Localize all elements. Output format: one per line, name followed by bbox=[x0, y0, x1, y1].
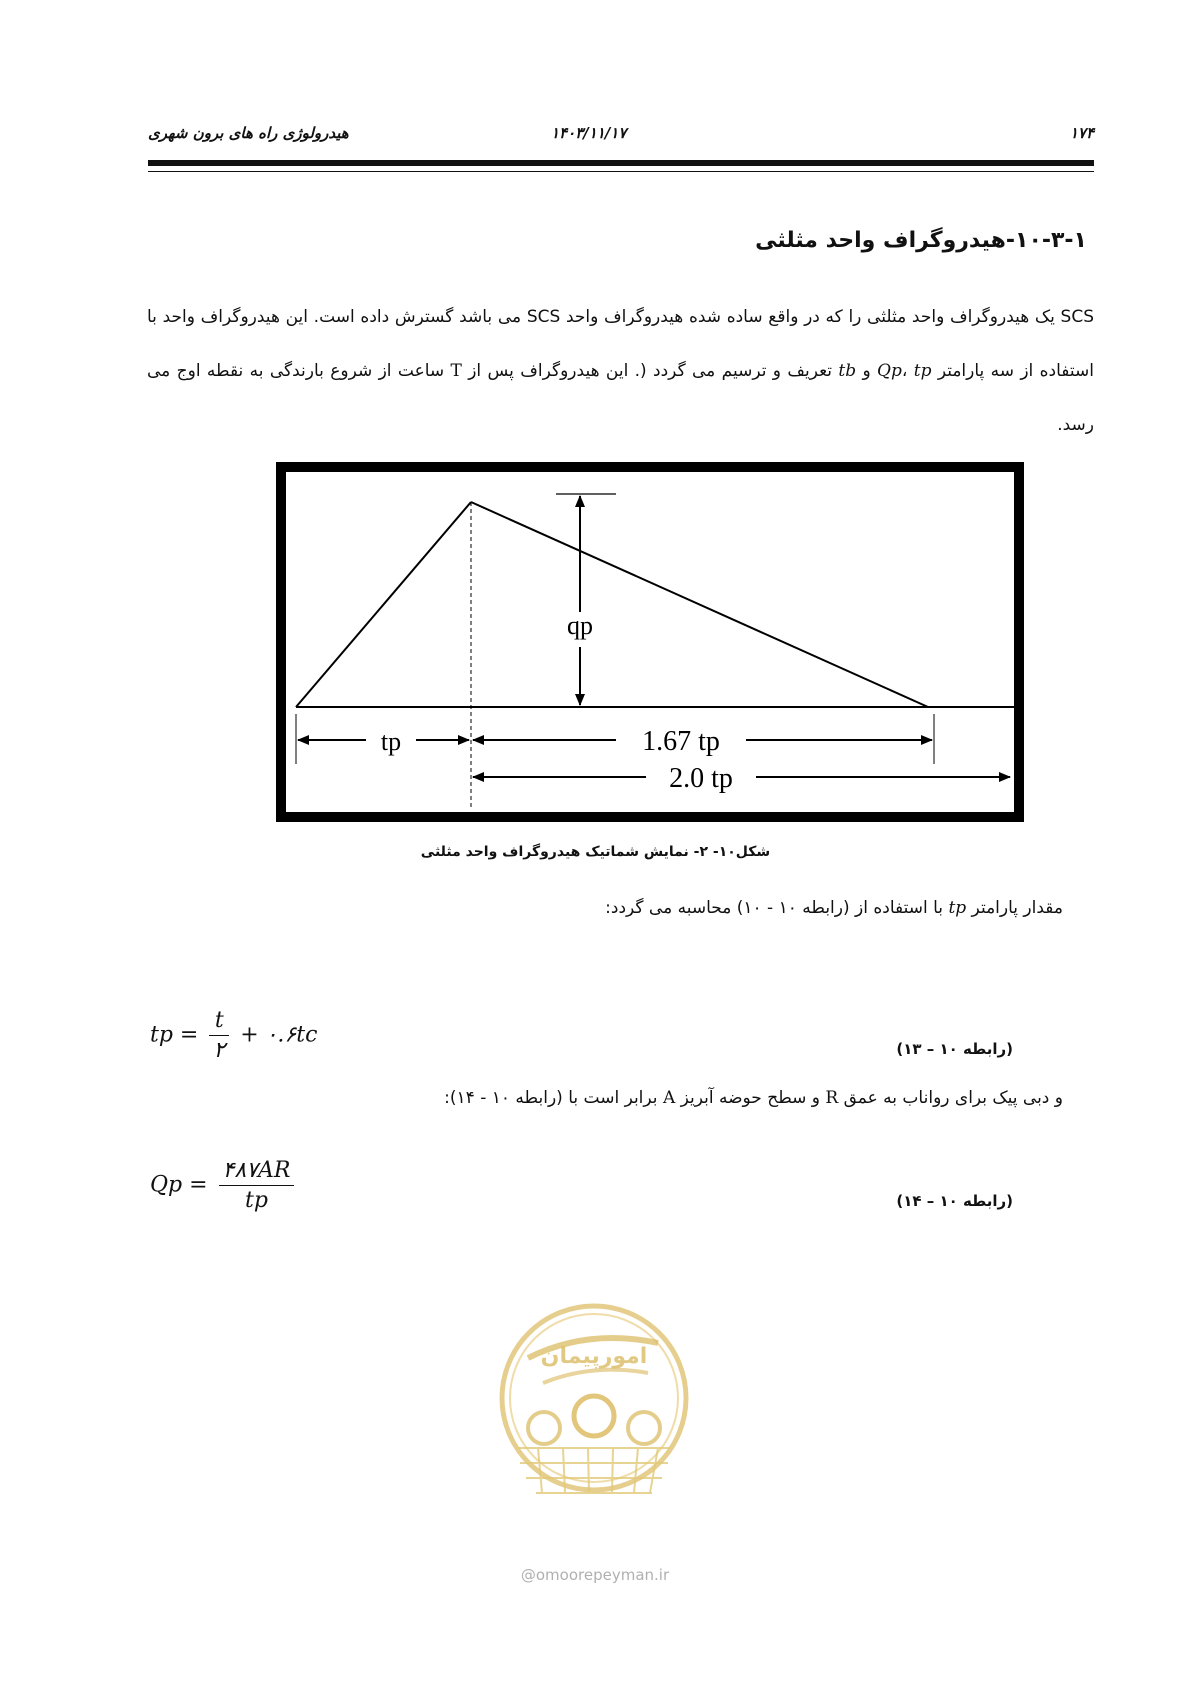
eq13-numerator: t bbox=[209, 1008, 229, 1036]
hydrograph-figure bbox=[276, 462, 1024, 822]
cond-text-1: و دبی پیک برای رواناب به عمق bbox=[838, 1088, 1063, 1108]
eq14-lhs: Qp = bbox=[150, 1172, 208, 1198]
hydrograph-diagram bbox=[286, 472, 1014, 812]
eq13-denominator: ۲ bbox=[213, 1038, 226, 1063]
eq14-fraction bbox=[219, 1158, 295, 1213]
book-title: هیدرولوژی راه های برون شهری bbox=[148, 124, 349, 142]
para-text-1: SCS یک هیدروگراف واحد مثلثی را که در واقع ساده شده هیدروگراف واحد SCS می باشد گسترش داده است. این هیدروگراف واحد با استفاده از سه پارامتر bbox=[147, 307, 1094, 381]
eq13-lhs: tp = bbox=[150, 1022, 199, 1048]
figure-caption: شکل۱۰- ۲- نمایش شماتیک هیدروگراف واحد مثلثی bbox=[420, 844, 771, 860]
eq14-denominator: tp bbox=[245, 1188, 268, 1213]
header-rule-thick bbox=[148, 160, 1094, 166]
symbol-tb: tb bbox=[838, 361, 857, 381]
tp-label: tp bbox=[380, 727, 402, 756]
cond-text-2: و سطح حوضه آبریز bbox=[675, 1088, 826, 1108]
header-rule-thin bbox=[148, 171, 1094, 172]
equation-14 bbox=[150, 1158, 298, 1213]
eq13-label: (رابطه ۱۰ – ۱۳) bbox=[896, 1040, 1013, 1058]
eq13-fraction bbox=[209, 1008, 229, 1063]
symbol-T: T bbox=[450, 361, 462, 381]
eq14-label: (رابطه ۱۰ – ۱۴) bbox=[896, 1192, 1013, 1210]
intro-text-1: مقدار پارامتر bbox=[966, 898, 1063, 918]
para-text-2: ، bbox=[901, 361, 914, 381]
t20-label: 2.0 tp bbox=[669, 763, 733, 794]
figure-canvas bbox=[286, 472, 1014, 812]
intro-symbol-tp: tp bbox=[948, 898, 967, 918]
section-title: ۱۰-۳-۱-هیدروگراف واحد مثلثی bbox=[755, 228, 1087, 253]
header-date: ۱۴۰۳/۱۱/۱۷ bbox=[551, 124, 627, 142]
qp-label: qp bbox=[567, 611, 593, 640]
eq13-rest: + ۰.۶tc bbox=[240, 1022, 318, 1048]
page-number: ۱۷۴ bbox=[1069, 124, 1094, 142]
t167-label: 1.67 tp bbox=[642, 726, 720, 757]
eq14-numerator: ۴۸۷AR bbox=[219, 1158, 295, 1186]
peak-discharge-intro bbox=[444, 1088, 1063, 1108]
rising-limb bbox=[296, 502, 471, 707]
body-paragraph bbox=[147, 290, 1094, 452]
svg-text:امورپیمان: امورپیمان bbox=[540, 1344, 648, 1369]
intro-text-2: با استفاده از (رابطه ۱۰ - ۱۰) محاسبه می گردد: bbox=[605, 898, 949, 918]
page-header bbox=[148, 124, 1094, 150]
symbol-qp: Qp bbox=[877, 361, 902, 381]
para-text-5: ساعت از شروع بارندگی به نقطه اوج می رسد. bbox=[147, 361, 1094, 435]
omoorepeyman-logo bbox=[488, 1288, 700, 1558]
cond-text-3: برابر است با (رابطه ۱۰ - ۱۴): bbox=[444, 1088, 663, 1108]
symbol-A: A bbox=[662, 1088, 676, 1108]
symbol-tp: tp bbox=[913, 361, 932, 381]
para-text-3: و bbox=[856, 361, 878, 381]
watermark-url: @omoorepeyman.ir bbox=[520, 1566, 670, 1584]
equation-13 bbox=[150, 1008, 317, 1063]
recession-limb bbox=[471, 502, 928, 707]
equation-intro bbox=[605, 898, 1063, 918]
para-text-4: تعریف و ترسیم می گردد (. این هیدروگراف پس از bbox=[461, 361, 839, 381]
symbol-R: R bbox=[825, 1088, 839, 1108]
logo-emblem bbox=[488, 1288, 700, 1558]
